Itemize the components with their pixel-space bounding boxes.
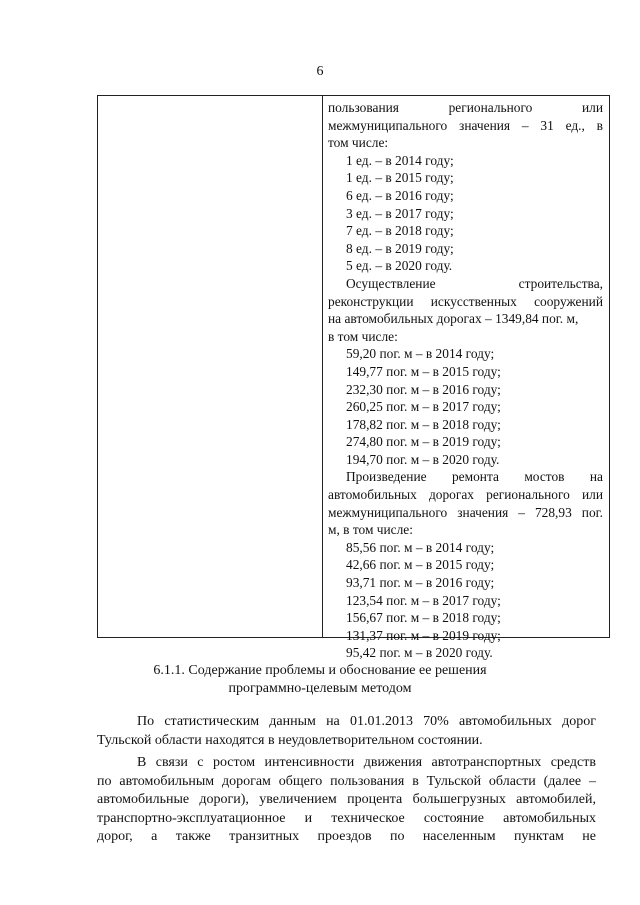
- section-heading-line: 6.1.1. Содержание проблемы и обоснование ее решения: [153, 663, 487, 678]
- list-item: 8 ед. – в 2019 году;: [346, 240, 454, 256]
- list-item: 232,30 пог. м – в 2016 году;: [346, 381, 501, 397]
- block-text-line: том числе:: [328, 135, 389, 151]
- table-block-road-objects: [328, 99, 603, 275]
- list-item: 59,20 пог. м – в 2014 году;: [346, 346, 495, 362]
- table-block-bridge-repair: [328, 468, 603, 662]
- paragraph-line: По статистическим данным на 01.01.2013 70% автомобильных дорог: [137, 714, 596, 729]
- paragraph-line: Тульской области находятся в неудовлетворительном состоянии.: [97, 732, 483, 748]
- list-item: 194,70 пог. м – в 2020 году.: [346, 451, 500, 467]
- paragraph: [97, 713, 596, 750]
- paragraph-line: автомобильные дороги), увеличением процента большегрузных автомобилей,: [97, 792, 596, 807]
- block-text-line: автомобильных дорогах регионального или: [328, 487, 603, 503]
- list-item: 95,42 пог. м – в 2020 году.: [346, 645, 493, 661]
- body-text: [97, 713, 596, 847]
- block-text-line: м, в том числе:: [328, 522, 413, 538]
- block-text-line: пользования регионального или: [328, 100, 603, 115]
- block-text-line: межмуниципального значения – 31 ед., в: [328, 117, 603, 133]
- page-number: 6: [316, 64, 324, 79]
- table-right-column: [323, 96, 609, 661]
- list-item: 149,77 пог. м – в 2015 году;: [346, 363, 501, 379]
- list-item: 274,80 пог. м – в 2019 году;: [346, 434, 501, 450]
- block-text-line: Произведение ремонта мостов на: [346, 469, 603, 485]
- section-heading-line: программно-целевым методом: [228, 681, 412, 696]
- paragraph: [97, 754, 596, 847]
- list-item: 3 ед. – в 2017 году;: [346, 205, 454, 221]
- paragraph-line: дорог, а также транзитных проездов по населенным пунктам не: [97, 829, 596, 844]
- list-item: 1 ед. – в 2015 году;: [346, 170, 454, 186]
- list-item: 123,54 пог. м – в 2017 году;: [346, 592, 501, 608]
- block-text-line: на автомобильных дорогах – 1349,84 пог. м,: [328, 311, 579, 327]
- table-left-column: [98, 96, 323, 637]
- list-item: 260,25 пог. м – в 2017 году;: [346, 399, 501, 415]
- list-item: 156,67 пог. м – в 2018 году;: [346, 610, 501, 626]
- indicators-table: [97, 95, 610, 661]
- block-text-line: реконструкции искусственных сооружений: [328, 293, 603, 309]
- paragraph-line: транспортно-эксплуатационное и техническое состояние автомобильных: [97, 810, 596, 826]
- list-item: 1 ед. – в 2014 году;: [346, 152, 454, 168]
- paragraph-line: по автомобильным дорогам общего пользования в Тульской области (далее –: [97, 773, 596, 789]
- block-text-line: Осуществление строительства,: [346, 275, 603, 291]
- block-text-line: в том числе:: [328, 328, 398, 344]
- list-item: 5 ед. – в 2020 году.: [346, 258, 453, 274]
- paragraph-line: В связи с ростом интенсивности движения автотранспортных средств: [137, 755, 596, 770]
- block-text-line: межмуниципального значения – 728,93 пог.: [328, 504, 603, 520]
- list-item: 42,66 пог. м – в 2015 году;: [346, 557, 495, 573]
- list-item: 131,37 пог. м – в 2019 году;: [346, 627, 501, 643]
- list-item: 93,71 пог. м – в 2016 году;: [346, 575, 495, 591]
- list-item: 85,56 пог. м – в 2014 году;: [346, 539, 495, 555]
- list-item: 178,82 пог. м – в 2018 году;: [346, 416, 501, 432]
- table-block-construction: [328, 275, 603, 469]
- list-item: 6 ед. – в 2016 году;: [346, 187, 454, 203]
- section-heading: [0, 662, 640, 698]
- list-item: 7 ед. – в 2018 году;: [346, 223, 454, 239]
